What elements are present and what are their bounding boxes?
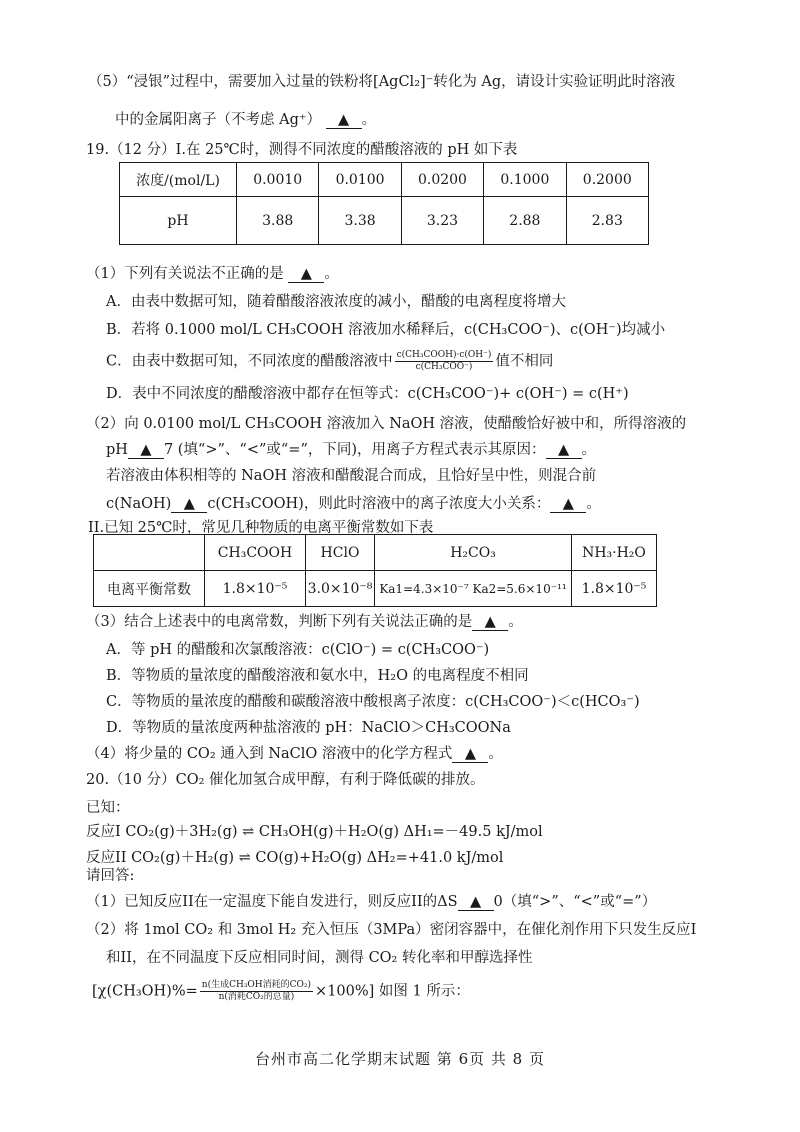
- q20-known: 已知：: [86, 800, 130, 816]
- q19-title: 19.（12 分）I.在 25℃时，测得不同浓度的醋酸溶液的 pH 如下表: [86, 142, 518, 158]
- ph-table-conc-4: 0.1000: [484, 163, 566, 197]
- q19-2-line4: [106, 494, 601, 514]
- q20-1-text: （1）已知反应II在一定温度下能自发进行，则反应II的ΔS: [86, 894, 458, 910]
- ph-table-conc-3: 0.0200: [401, 163, 483, 197]
- page-footer: 台州市高二化学期末试题 第 6页 共 8 页: [255, 1050, 545, 1068]
- q20-1-answer-blank: ▲: [458, 894, 494, 911]
- q19-2-l2b: 7 (填“>”、“<”或“=”，下同)，用离子方程式表示其原因：: [163, 442, 546, 458]
- q19-2-blank-1: ▲: [128, 442, 164, 459]
- q19-2-line2: [106, 440, 596, 460]
- ph-table-ph-2: 3.38: [319, 197, 401, 245]
- ph-table-conc-5: 0.2000: [566, 163, 648, 197]
- ph-table-ph-4: 2.88: [484, 197, 566, 245]
- ph-table-row-label: pH: [120, 197, 237, 245]
- q19-1-stem-end: 。: [324, 266, 339, 282]
- q20-sel-numerator: n(生成CH₃OH消耗的CO₂): [201, 980, 312, 990]
- q18-5-answer-blank: ▲: [326, 112, 362, 129]
- ka-table-h-hclo: HClO: [306, 535, 375, 571]
- q19-1-stem-text: （1）下列有关说法不正确的是: [86, 266, 284, 282]
- ph-table-ph-5: 2.83: [566, 197, 648, 245]
- ph-table-conc-1: 0.0010: [237, 163, 319, 197]
- q19-1-option-c-denominator: c(CH₃COO⁻): [415, 362, 473, 372]
- ka-table-h-h2co3: H₂CO₃: [375, 535, 572, 571]
- ph-table-conc-2: 0.0100: [319, 163, 401, 197]
- q19-2-blank-4: ▲: [550, 496, 586, 513]
- q20-2-line1: （2）将 1mol CO₂ 和 3mol H₂ 充入恒压（3MPa）密闭容器中，在催化剂作用下只发生反应I: [86, 922, 697, 938]
- ph-table-ph-3: 3.23: [401, 197, 483, 245]
- q19-3-option-b: B．等物质的量浓度的醋酸溶液和氨水中，H₂O 的电离程度不相同: [106, 668, 529, 684]
- ka-table-h-nh3h2o: NH₃·H₂O: [572, 535, 657, 571]
- q19-1-option-c-pre: C．由表中数据可知，不同浓度的醋酸溶液中: [106, 353, 393, 370]
- q19-1-option-c-post: 值不相同: [495, 353, 554, 370]
- q19-2-blank-2: ▲: [546, 442, 582, 459]
- q19-4-stem: [86, 744, 503, 764]
- ka-table-row-label: 电离平衡常数: [94, 571, 205, 607]
- q19-4-answer-blank: ▲: [452, 746, 488, 763]
- q20-sel-pre: [χ(CH₃OH)%=: [92, 983, 198, 1000]
- q19-1-answer-blank: ▲: [288, 266, 324, 283]
- q19-2-blank-3: ▲: [171, 496, 207, 513]
- q20-selectivity-formula: [92, 980, 470, 1003]
- q19-3-stem-end: 。: [508, 614, 523, 630]
- ka-table-v-ch3cooh: 1.8×10⁻⁵: [205, 571, 306, 607]
- q19-1-option-c-fraction: [395, 350, 494, 373]
- q19-2-l4c: 。: [586, 496, 601, 512]
- q19-2-l4a: c(NaOH): [106, 496, 172, 512]
- q19-2-l2c: 。: [581, 442, 597, 458]
- q20-1-text-end: 0（填“>”、“<”或“=”）: [493, 894, 657, 910]
- q19-2-l2a: pH: [106, 442, 128, 458]
- q19-3-option-c: C．等物质的量浓度的醋酸和碳酸溶液中酸根离子浓度：c(CH₃COO⁻)＜c(HCO₃⁻): [106, 694, 640, 710]
- q19-3-stem: [86, 612, 523, 632]
- q20-reaction-1: 反应I CO₂(g)＋3H₂(g) ⇌ CH₃OH(g)＋H₂O(g) ΔH₁=－49.5 kJ/mol: [86, 824, 543, 840]
- ka-table-v-nh3h2o: 1.8×10⁻⁵: [572, 571, 657, 607]
- q20-sel-denominator: n(消耗CO₂的总量): [218, 992, 295, 1002]
- ka-table-v-hclo: 3.0×10⁻⁸: [306, 571, 375, 607]
- ionization-constant-table: [93, 534, 657, 607]
- q19-4-stem-text: （4）将少量的 CO₂ 通入到 NaClO 溶液中的化学方程式: [86, 746, 453, 762]
- q19-1-stem: [86, 264, 339, 284]
- q19-1-option-a: A．由表中数据可知，随着醋酸溶液浓度的减小，醋酸的电离程度将增大: [106, 294, 566, 310]
- ka-table-corner: [94, 535, 205, 571]
- q19-part2-title: II.已知 25℃时，常见几种物质的电离平衡常数如下表: [88, 520, 434, 536]
- q19-3-option-d: D．等物质的量浓度两种盐溶液的 pH：NaClO＞CH₃COONa: [106, 720, 511, 736]
- q20-sel-post: ×100%] 如图 1 所示：: [315, 983, 470, 1000]
- ph-table-ph-1: 3.88: [237, 197, 319, 245]
- ka-table-v-h2co3: Ka1=4.3×10⁻⁷ Ka2=5.6×10⁻¹¹: [375, 571, 572, 607]
- q20-sel-fraction: [200, 980, 313, 1003]
- q19-3-stem-text: （3）结合上述表中的电离常数，判断下列有关说法正确的是: [86, 614, 473, 630]
- ph-table: [119, 162, 649, 245]
- q19-2-line1: （2）向 0.0100 mol/L CH₃COOH 溶液加入 NaOH 溶液，使醋酸恰好被中和，所得溶液的: [86, 416, 687, 432]
- q19-2-line3: 若溶液由体积相等的 NaOH 溶液和醋酸混合而成，且恰好呈中性，则混合前: [106, 468, 597, 484]
- q20-1: [86, 892, 656, 912]
- q20-answer-prompt: 请回答:: [86, 868, 135, 884]
- q19-1-option-b: B．若将 0.1000 mol/L CH₃COOH 溶液加水稀释后，c(CH₃COO⁻)、c(OH⁻)均减小: [106, 322, 666, 338]
- q18-5-line2: 中的金属阳离子（不考虑 Ag⁺） ▲ 。: [115, 112, 377, 128]
- q20-2-line2: 和II，在不同温度下反应相同时间，测得 CO₂ 转化率和甲醇选择性: [106, 950, 533, 966]
- q19-3-answer-blank: ▲: [472, 614, 508, 631]
- q19-1-option-d: D．表中不同浓度的醋酸溶液中都存在恒等式：c(CH₃COO⁻)+ c(OH⁻) = c(H⁺): [106, 386, 629, 402]
- ka-table-h-ch3cooh: CH₃COOH: [205, 535, 306, 571]
- q19-2-l4b: c(CH₃COOH)，则此时溶液中的离子浓度大小关系：: [207, 496, 551, 512]
- q18-5-line1: （5）“浸银”过程中，需要加入过量的铁粉将[AgCl₂]⁻转化为 Ag，请设计实验证明此时溶液: [88, 74, 676, 90]
- q19-1-option-c-numerator: c(CH₃COOH)·c(OH⁻): [396, 350, 492, 360]
- q19-3-option-a: A．等 pH 的醋酸和次氯酸溶液：c(ClO⁻) = c(CH₃COO⁻): [106, 642, 490, 658]
- q19-1-option-c: [106, 350, 553, 373]
- q20-reaction-2: 反应II CO₂(g)＋H₂(g) ⇌ CO(g)+H₂O(g) ΔH₂=+41.0 kJ/mol: [86, 850, 504, 866]
- q20-title: 20.（10 分）CO₂ 催化加氢合成甲醇，有利于降低碳的排放。: [86, 772, 485, 788]
- q18-5-line2-text: 中的金属阳离子（不考虑 Ag⁺）: [115, 112, 322, 128]
- q19-4-stem-end: 。: [488, 746, 503, 762]
- ph-table-header-label: 浓度/(mol/L): [120, 163, 237, 197]
